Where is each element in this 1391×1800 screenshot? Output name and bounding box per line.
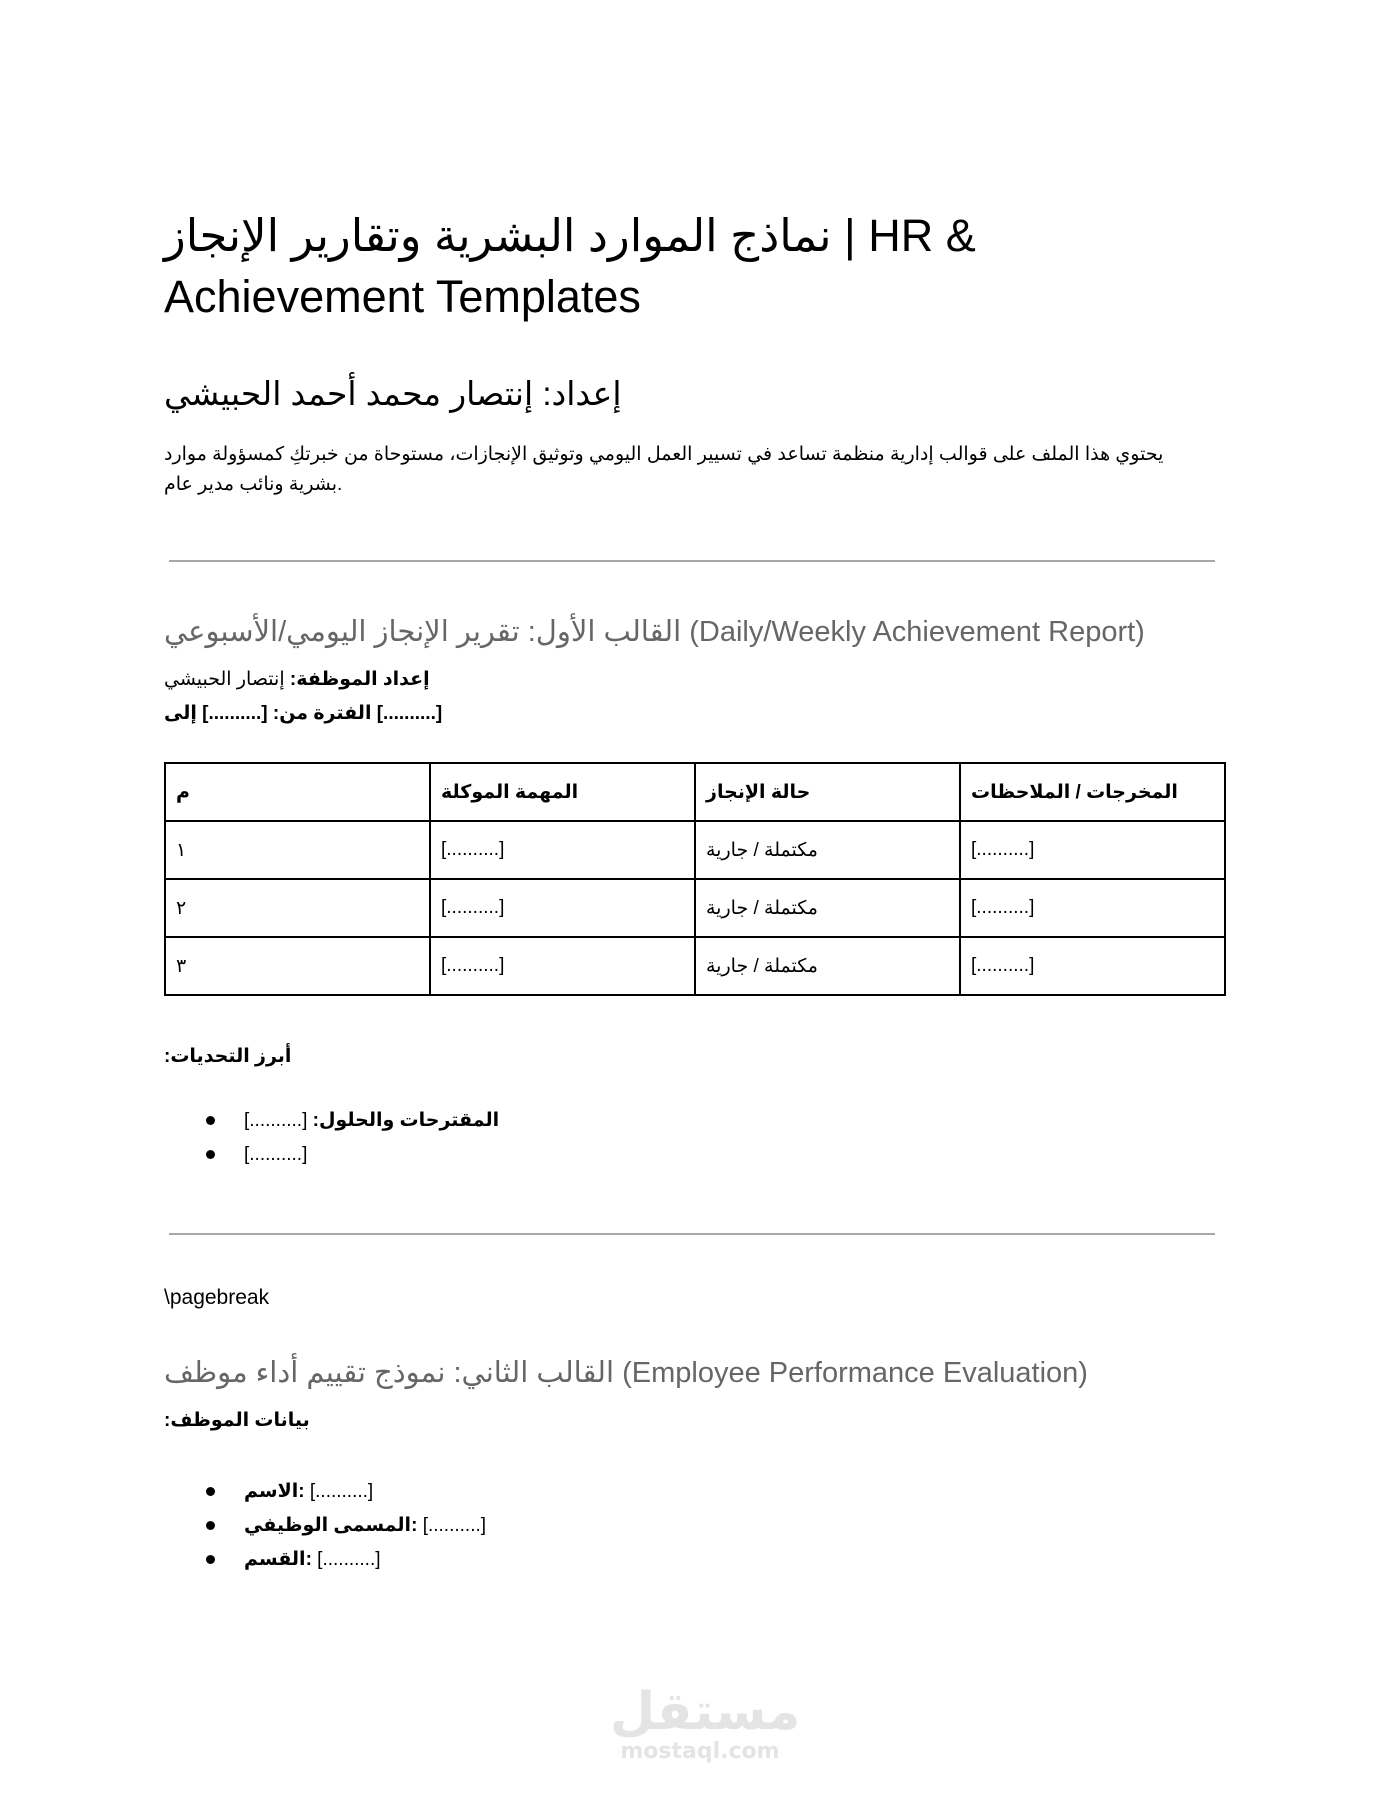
horizontal-rule <box>169 1233 1215 1235</box>
employee-data-label <box>164 1407 310 1435</box>
bullet-icon <box>206 1150 215 1159</box>
watermark-arabic: مستقل <box>610 1682 801 1742</box>
cell-notes: [..........] <box>960 821 1225 879</box>
bullet-icon <box>206 1116 215 1125</box>
cell-notes: [..........] <box>960 937 1225 995</box>
field-label: الاسم: <box>244 1481 305 1502</box>
prepared-by-label: إعداد الموظفة: <box>289 669 430 690</box>
list-item <box>200 1509 486 1543</box>
mostaql-watermark <box>610 1682 801 1764</box>
cell-status: مكتملة / جارية <box>695 821 960 879</box>
cell-task: [..........] <box>430 937 695 995</box>
horizontal-rule <box>169 560 1215 562</box>
list-item <box>200 1475 486 1509</box>
table-header-row <box>165 763 1225 821</box>
document-title: نماذج الموارد البشرية وتقارير الإنجاز | HR & Achievement Templates <box>164 210 976 322</box>
table-row <box>165 879 1225 937</box>
field-value: [..........] <box>422 1515 487 1536</box>
period-text: الفترة من: [..........] إلى [..........] <box>164 703 443 724</box>
watermark-latin: mostaql.com <box>620 1739 780 1764</box>
list-item-label: :المقترحات والحلول <box>312 1110 500 1131</box>
section2-heading-arabic: القالب الثاني: نموذج تقييم أداء موظف <box>164 1357 615 1389</box>
table-row <box>165 937 1225 995</box>
section2-heading-english: (Employee Performance Evaluation) <box>622 1357 1088 1389</box>
cell-index: ٢ <box>165 879 430 937</box>
cell-task: [..........] <box>430 821 695 879</box>
employee-fields-list <box>200 1475 486 1577</box>
bullet-icon <box>206 1555 215 1564</box>
header-index: م <box>165 763 430 821</box>
field-value: [..........] <box>309 1481 374 1502</box>
list-item <box>200 1104 499 1138</box>
section1-heading <box>164 612 1145 652</box>
prepared-by-value: إنتصار الحبيشي <box>164 669 285 690</box>
header-notes: المخرجات / الملاحظات <box>960 763 1225 821</box>
list-item-value: [..........] <box>244 1144 308 1165</box>
section1-heading-english: (Daily/Weekly Achievement Report) <box>689 616 1145 648</box>
list-item-value: [..........] <box>244 1110 308 1131</box>
field-value: [..........] <box>317 1549 381 1570</box>
challenges-label <box>164 1043 291 1071</box>
cell-status: مكتملة / جارية <box>695 879 960 937</box>
header-task: المهمة الموكلة <box>430 763 695 821</box>
cell-task: [..........] <box>430 879 695 937</box>
cell-status: مكتملة / جارية <box>695 937 960 995</box>
cell-notes: [..........] <box>960 879 1225 937</box>
section1-heading-arabic: القالب الأول: تقرير الإنجاز اليومي/الأسبوعي <box>164 616 682 648</box>
challenges-list <box>200 1104 499 1172</box>
achievement-table <box>164 762 1226 996</box>
employee-data-label-text: :بيانات الموظف <box>164 1410 310 1431</box>
header-status: حالة الإنجاز <box>695 763 960 821</box>
field-label: القسم: <box>244 1549 312 1570</box>
bullet-icon <box>206 1521 215 1530</box>
bullet-icon <box>206 1487 215 1496</box>
list-item <box>200 1543 486 1577</box>
cell-index: ١ <box>165 821 430 879</box>
challenges-label-text: :أبرز التحديات <box>164 1046 292 1067</box>
prepared-by-line <box>164 666 430 694</box>
table-row <box>165 821 1225 879</box>
cell-index: ٣ <box>165 937 430 995</box>
section2-heading <box>164 1353 1088 1393</box>
period-line <box>164 700 442 728</box>
list-item <box>200 1138 499 1172</box>
pagebreak-marker: \pagebreak <box>164 1286 270 1309</box>
author-subtitle: إعداد: إنتصار محمد أحمد الحبيشي <box>164 375 622 412</box>
field-label: المسمى الوظيفي: <box>244 1515 418 1536</box>
intro-paragraph: يحتوي هذا الملف على قوالب إدارية منظمة تساعد في تسيير العمل اليومي وتوثيق الإنجازات، مستوحاة من خبرتكِ كمسؤولة موارد بشرية ونائب مدير عام. <box>164 444 1164 495</box>
